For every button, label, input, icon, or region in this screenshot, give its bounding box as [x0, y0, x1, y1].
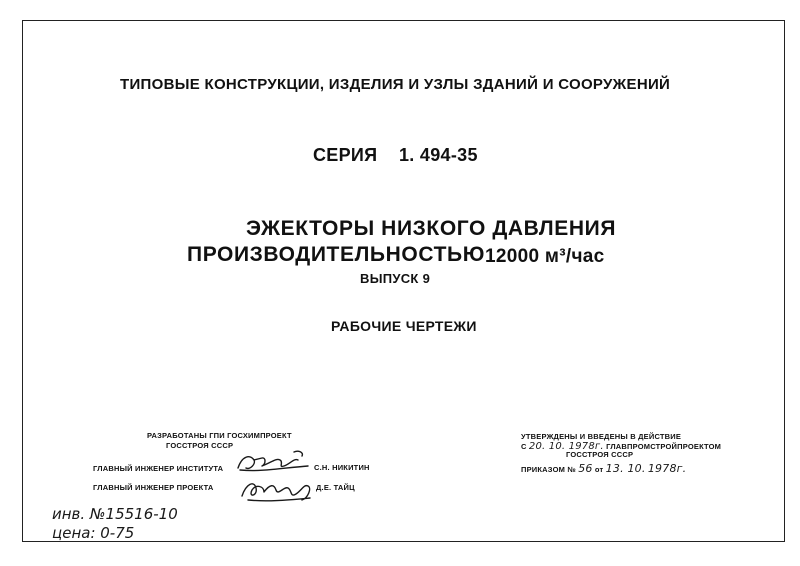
price: цена: 0-75: [52, 524, 135, 542]
approval-authority: ГЛАВПРОМСТРОЙПРОЕКТОМ: [606, 442, 722, 451]
document-type: РАБОЧИЕ ЧЕРТЕЖИ: [331, 318, 477, 334]
series-label: СЕРИЯ: [313, 145, 378, 165]
signature-1-icon: [232, 448, 314, 476]
order-year: 1978г.: [647, 462, 687, 475]
signature-2-icon: [238, 474, 316, 506]
developer-line-2: ГОССТРОЯ СССР: [166, 441, 234, 450]
order-number: 56: [578, 462, 593, 475]
title-line-1: ЭЖЕКТОРЫ НИЗКОГО ДАВЛЕНИЯ: [246, 217, 617, 240]
order-from: от: [594, 465, 604, 474]
series-number: 1. 494-35: [399, 145, 478, 165]
chief-engineer-institute-role: ГЛАВНЫЙ ИНЖЕНЕР ИНСТИТУТА: [93, 464, 224, 473]
approval-line-1: УТВЕРЖДЕНЫ И ВВЕДЕНЫ В ДЕЙСТВИЕ: [521, 432, 682, 441]
order-date: 13. 10.: [605, 462, 646, 475]
title-line-2: ПРОИЗВОДИТЕЛЬНОСТЬЮ: [187, 243, 485, 266]
approval-order: [521, 462, 686, 475]
header-text: ТИПОВЫЕ КОНСТРУКЦИИ, ИЗДЕЛИЯ И УЗЛЫ ЗДАНИЙ И СООРУЖЕНИЙ: [120, 76, 671, 93]
developer-line-1: РАЗРАБОТАНЫ ГПИ ГОСХИМПРОЕКТ: [147, 431, 292, 440]
capacity: 12000 м³/час: [485, 246, 605, 267]
inventory-number: инв. №15516-10: [52, 505, 178, 523]
order-prefix: ПРИКАЗОМ №: [521, 465, 576, 474]
approval-prefix: С: [521, 442, 527, 451]
issue-number: ВЫПУСК 9: [360, 271, 431, 286]
chief-project-engineer-name: Д.Е. ТАЙЦ: [316, 483, 355, 492]
chief-engineer-institute-name: С.Н. НИКИТИН: [314, 463, 370, 472]
chief-project-engineer-role: ГЛАВНЫЙ ИНЖЕНЕР ПРОЕКТА: [93, 483, 214, 492]
approval-date: 20. 10. 1978г.: [528, 441, 604, 452]
approval-line-3: ГОССТРОЯ СССР: [566, 450, 634, 459]
